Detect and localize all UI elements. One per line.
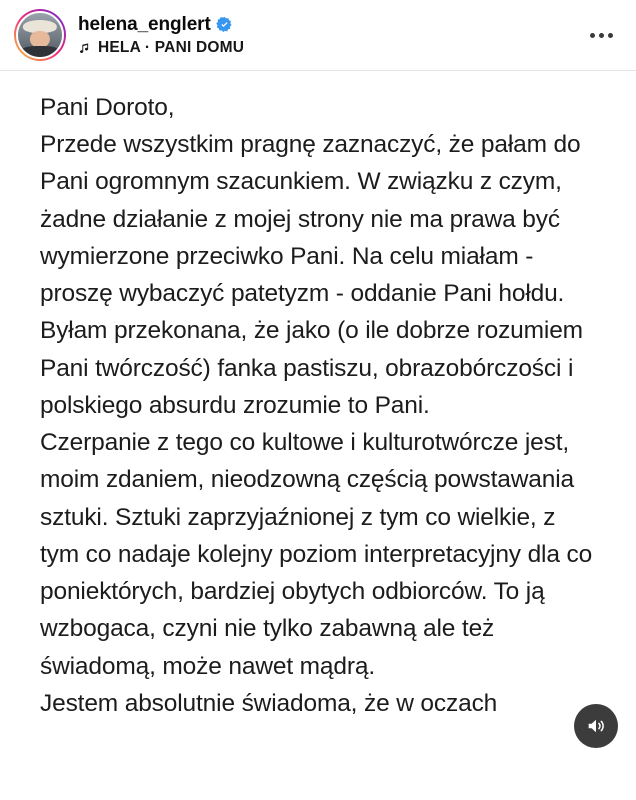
story-paragraph: Czerpanie z tego co kultowe i kulturotwórcze jest, moim zdaniem, nieodzowną częścią powstawania sztuki. Sztuki zaprzyjaźnionej z tym co wielkie, z tym co nadaje kolejny poziom interpretacyjny dla co poniektórych, bardziej obytych odbiorców. To ją wzbogaca, czyni nie tylko zabawną ale też świadomą, może nawet mądrą. — [40, 429, 593, 680]
story-paragraph-clipped: Jestem absolutnie świadoma, że w oczach — [40, 689, 498, 717]
more-dot-1 — [590, 33, 595, 38]
avatar-image — [16, 11, 64, 59]
music-title-label: HELA · PANI DOMU — [98, 38, 245, 56]
more-dot-3 — [608, 33, 613, 38]
sound-on-icon[interactable] — [574, 704, 618, 748]
story-paragraph: Pani Doroto, — [40, 94, 175, 121]
header-text-block — [78, 14, 244, 57]
music-attribution[interactable] — [78, 39, 244, 57]
story-paragraph: Przede wszystkim pragnę zaznaczyć, że pałam do Pani ogromnym szacunkiem. W związku z czym, żadne działanie z mojej strony nie ma prawa być wymierzone przeciwko Pani. Na celu miałam - proszę wybaczyć patetyzm - oddanie Pani hołdu. Byłam przekonana, że jako (o ile dobrze rozumiem Pani twórczość) fanka pastiszu, obrazobórczości i polskiego absurdu zrozumie to Pani. — [40, 131, 583, 419]
music-note-icon — [78, 40, 92, 56]
more-options-icon[interactable] — [584, 18, 618, 52]
username-label: helena_englert — [78, 13, 211, 35]
username-row[interactable] — [78, 14, 244, 36]
story-text-body — [0, 71, 636, 800]
avatar[interactable] — [14, 9, 66, 61]
avatar-body — [21, 46, 59, 57]
story-header — [0, 0, 636, 70]
more-dot-2 — [599, 33, 604, 38]
verified-badge-icon — [216, 16, 233, 33]
